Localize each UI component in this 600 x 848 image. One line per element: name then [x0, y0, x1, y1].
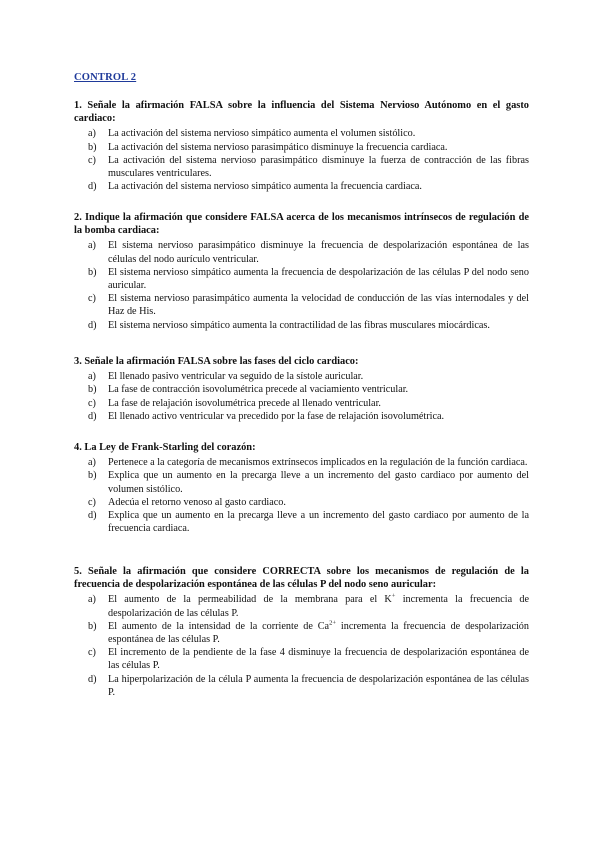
option-b [74, 620, 529, 646]
question-stem: 3. Señale la afirmación FALSA sobre las fases del ciclo cardiaco: [74, 356, 359, 367]
option-d [74, 180, 529, 193]
option-list [74, 593, 529, 699]
option-letter: a) [88, 240, 96, 252]
option-a [74, 370, 529, 383]
option-text: La activación del sistema nervioso parasimpático disminuye la fuerza de contracción de las fibras musculares ventriculares. [108, 154, 529, 180]
option-letter: a) [88, 371, 96, 383]
option-text: El sistema nervioso parasimpático aumenta la velocidad de conducción de las vías internodales y del Haz de His. [108, 293, 529, 318]
option-text: El sistema nervioso simpático aumenta la frecuencia de despolarización de las células P del nodo seno auricular. [108, 266, 529, 292]
option-letter: b) [88, 266, 97, 278]
option-text: Adecúa el retorno venoso al gasto cardiaco. [108, 496, 286, 508]
option-text: La fase de contracción isovolumétrica precede al vaciamiento ventricular. [108, 384, 409, 396]
option-text: La hiperpolarización de la célula P aumenta la frecuencia de despolarización espontánea de las células P. [108, 673, 529, 698]
option-a [74, 239, 529, 265]
option-letter: c) [88, 496, 96, 508]
question-1 [74, 99, 529, 193]
option-list [74, 370, 529, 423]
option-b [74, 383, 529, 396]
option-letter: b) [88, 141, 97, 153]
option-c [74, 646, 529, 672]
option-text: El incremento de la pendiente de la fase 4 disminuye la frecuencia de despolarización espontánea de las células P. [108, 647, 529, 672]
option-text-post: incrementa la frecuencia de despolarización de las células P. [108, 594, 529, 619]
option-b [74, 141, 529, 154]
option-c [74, 496, 529, 509]
option-letter: b) [88, 384, 97, 396]
option-text: El llenado pasivo ventricular va seguido de la sístole auricular. [108, 371, 364, 383]
option-text: La activación del sistema nervioso parasimpático disminuye la frecuencia cardiaca. [108, 141, 448, 153]
option-letter: a) [88, 457, 96, 469]
option-b [74, 266, 529, 292]
question-stem: 4. La Ley de Frank-Starling del corazón: [74, 442, 256, 453]
option-c [74, 397, 529, 410]
option-a [74, 127, 529, 140]
option-d [74, 673, 529, 699]
option-text-pre: El aumento de la permeabilidad de la membrana para el K [108, 594, 392, 606]
option-b [74, 469, 529, 495]
option-text: El sistema nervioso simpático aumenta la contractilidad de las fibras musculares miocárdicas. [108, 319, 490, 331]
option-letter: d) [88, 410, 97, 422]
ion-charge-superscript: 2+ [329, 619, 336, 627]
option-letter: d) [88, 673, 97, 685]
question-3 [74, 355, 529, 423]
option-letter: a) [88, 128, 96, 140]
option-letter: b) [88, 620, 97, 632]
option-list [74, 127, 529, 193]
option-letter: d) [88, 319, 97, 331]
option-text: El sistema nervioso parasimpático disminuye la frecuencia de despolarización espontánea de las células del nodo aurículo ventricular. [108, 240, 529, 265]
option-list [74, 239, 529, 331]
option-text: Pertenece a la categoría de mecanismos extrínsecos implicados en la regulación de la función cardiaca. [108, 457, 528, 469]
option-letter: c) [88, 293, 96, 305]
option-list [74, 456, 529, 535]
question-5 [74, 565, 529, 699]
option-c [74, 292, 529, 318]
option-text-pre: El aumento de la intensidad de la corriente de Ca [108, 620, 330, 632]
question-stem: 2. Indique la afirmación que considere FALSA acerca de los mecanismos intrínsecos de regulación de la bomba cardiaca: [74, 212, 529, 237]
ion-charge-superscript: + [391, 593, 396, 601]
option-d [74, 509, 529, 535]
option-text: Explica que un aumento en la precarga lleve a un incremento del gasto cardiaco por aumento del volumen sistólico. [108, 470, 529, 495]
option-text: La activación del sistema nervioso simpático aumenta el volumen sistólico. [108, 128, 416, 140]
question-stem: 1. Señale la afirmación FALSA sobre la influencia del Sistema Nervioso Autónomo en el gasto cardiaco: [74, 100, 529, 125]
question-4 [74, 441, 529, 535]
option-letter: c) [88, 154, 96, 166]
option-a [74, 456, 529, 469]
option-d [74, 319, 529, 332]
option-letter: d) [88, 181, 97, 193]
option-d [74, 410, 529, 423]
option-letter: a) [88, 594, 96, 606]
question-stem: 5. Señale la afirmación que considere CORRECTA sobre los mecanismos de regulación de la frecuencia de despolarización espontánea de las células P del nodo seno auricular: [74, 566, 529, 591]
option-text-post: incrementa la frecuencia de despolarización espontánea de las células P. [108, 620, 529, 646]
option-text: La fase de relajación isovolumétrica precede al llenado ventricular. [108, 397, 381, 409]
question-2 [74, 211, 529, 332]
option-text: El llenado activo ventricular va precedido por la fase de relajación isovolumétrica. [108, 410, 445, 422]
option-c [74, 154, 529, 180]
option-letter: c) [88, 397, 96, 409]
option-letter: c) [88, 647, 96, 659]
option-text: Explica que un aumento en la precarga lleve a un incremento del gasto cardiaco por aumento de la frecuencia cardiaca. [108, 510, 529, 535]
option-letter: b) [88, 470, 97, 482]
option-text: La activación del sistema nervioso simpático aumenta la frecuencia cardiaca. [108, 181, 422, 193]
option-letter: d) [88, 510, 97, 522]
option-a [74, 593, 529, 619]
document-title: CONTROL 2 [74, 72, 137, 83]
